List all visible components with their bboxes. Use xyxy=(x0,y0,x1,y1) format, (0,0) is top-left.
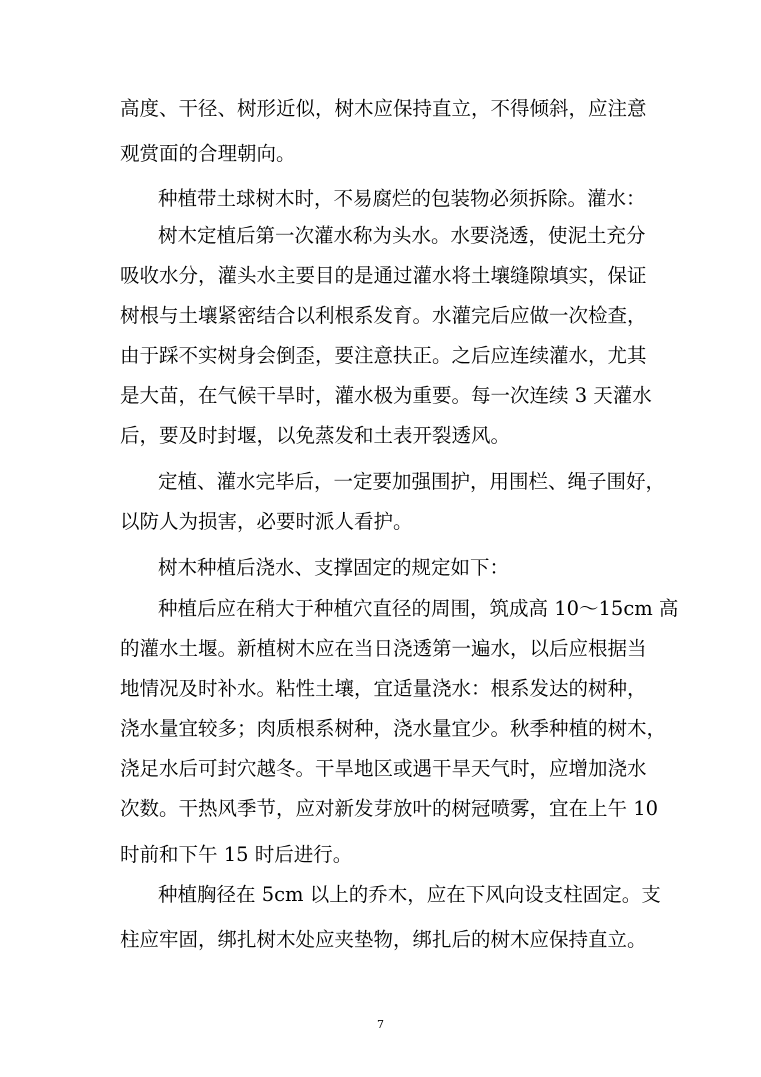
body-line: 次数。干热风季节，应对新发芽放叶的树冠喷雾，宜在上午 10 xyxy=(120,797,659,820)
paragraph-first-line: 种植带土球树木时，不易腐烂的包装物必须拆除。灌水： xyxy=(158,187,646,210)
paragraph-first-line: 树木定植后第一次灌水称为头水。水要浇透，使泥土充分 xyxy=(158,224,646,247)
body-line: 的灌水土堰。新植树木应在当日浇透第一遍水，以后应根据当 xyxy=(120,637,647,660)
body-line: 由于踩不实树身会倒歪，要注意扶正。之后应连续灌水，尤其 xyxy=(120,344,647,367)
paragraph-first-line: 种植后应在稍大于种植穴直径的周围，筑成高 10～15cm 高 xyxy=(158,597,679,620)
body-line: 时前和下午 15 时后进行。 xyxy=(120,843,353,866)
body-line: 以防人为损害，必要时派人看护。 xyxy=(120,510,413,533)
paragraph-first-line: 树木种植后浇水、支撑固定的规定如下： xyxy=(158,556,510,579)
page-number: 7 xyxy=(377,1018,384,1031)
body-line: 吸收水分，灌头水主要目的是通过灌水将土壤缝隙填实，保证 xyxy=(120,264,647,287)
body-line: 树根与土壤紧密结合以利根系发育。水灌完后应做一次检查， xyxy=(120,304,647,327)
body-line: 浇足水后可封穴越冬。干旱地区或遇干旱天气时，应增加浇水 xyxy=(120,757,647,780)
paragraph-first-line: 定植、灌水完毕后，一定要加强围护，用围栏、绳子围好， xyxy=(158,470,666,493)
body-line: 地情况及时补水。粘性土壤，宜适量浇水：根系发达的树种， xyxy=(120,677,647,700)
body-line: 柱应牢固，绑扎树木处应夹垫物，绑扎后的树木应保持直立。 xyxy=(120,928,647,951)
body-line: 高度、干径、树形近似，树木应保持直立，不得倾斜，应注意 xyxy=(120,97,647,120)
paragraph-first-line: 种植胸径在 5cm 以上的乔木，应在下风向设支柱固定。支 xyxy=(158,883,661,906)
body-line: 后，要及时封堰，以免蒸发和土表开裂透风。 xyxy=(120,424,511,447)
body-line: 浇水量宜较多；肉质根系树种，浇水量宜少。秋季种植的树木， xyxy=(120,717,667,740)
body-line: 是大苗，在气候干旱时，灌水极为重要。每一次连续 3 天灌水 xyxy=(120,384,652,407)
body-line: 观赏面的合理朝向。 xyxy=(120,142,296,165)
